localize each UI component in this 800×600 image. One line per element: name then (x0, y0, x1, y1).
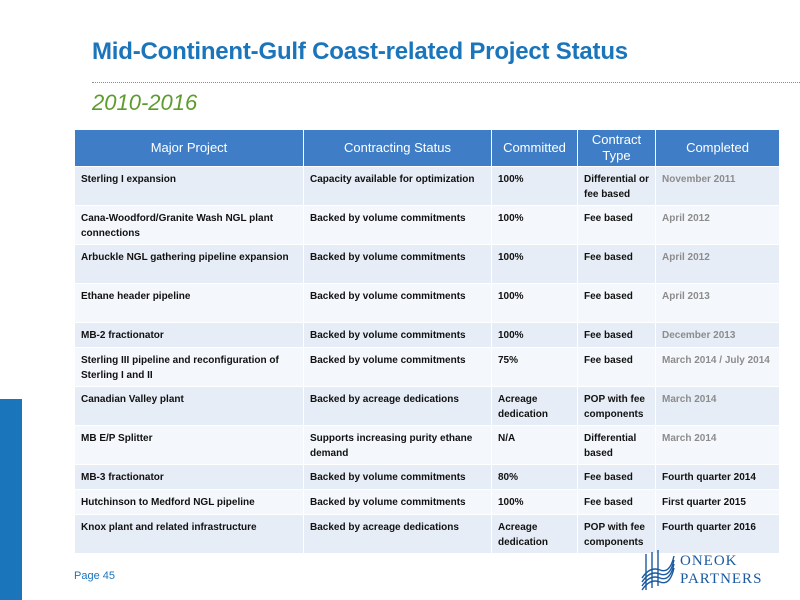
contract-type-cell: Fee based (578, 323, 656, 348)
project-cell: Sterling I expansion (75, 167, 304, 206)
table-row (75, 465, 780, 490)
contract-type-cell: Fee based (578, 348, 656, 387)
contract-type-cell: Fee based (578, 490, 656, 515)
project-cell: MB-2 fractionator (75, 323, 304, 348)
table-row (75, 348, 780, 387)
status-cell: Backed by volume commitments (304, 245, 492, 284)
committed-cell: Acreage dedication (492, 515, 578, 554)
status-cell: Backed by acreage dedications (304, 515, 492, 554)
completed-cell: March 2014 (656, 426, 780, 465)
project-cell: Sterling III pipeline and reconfiguration of Sterling I and II (75, 348, 304, 387)
status-cell: Backed by volume commitments (304, 465, 492, 490)
completed-cell: April 2012 (656, 245, 780, 284)
status-cell: Backed by volume commitments (304, 490, 492, 515)
page-number: Page 45 (74, 570, 115, 582)
contract-type-cell: Fee based (578, 245, 656, 284)
completed-cell: First quarter 2015 (656, 490, 780, 515)
committed-cell: 75% (492, 348, 578, 387)
contract-type-cell: Differential or fee based (578, 167, 656, 206)
project-cell: Ethane header pipeline (75, 284, 304, 323)
completed-cell: March 2014 / July 2014 (656, 348, 780, 387)
header-major-project: Major Project (75, 130, 304, 167)
table-row (75, 284, 780, 323)
project-cell: Knox plant and related infrastructure (75, 515, 304, 554)
header-committed: Committed (492, 130, 578, 167)
completed-cell: March 2014 (656, 387, 780, 426)
project-cell: Cana-Woodford/Granite Wash NGL plant connections (75, 206, 304, 245)
slide-title: Mid-Continent-Gulf Coast-related Project Status (92, 38, 628, 65)
table-row (75, 245, 780, 284)
slide-subtitle: 2010-2016 (92, 90, 198, 115)
table-row (75, 323, 780, 348)
completed-cell: Fourth quarter 2016 (656, 515, 780, 554)
contract-type-cell: POP with fee components (578, 387, 656, 426)
header-completed: Completed (656, 130, 780, 167)
completed-cell: November 2011 (656, 167, 780, 206)
table-row (75, 426, 780, 465)
contract-type-cell: Fee based (578, 465, 656, 490)
project-cell: Canadian Valley plant (75, 387, 304, 426)
logo-wordmark (680, 552, 762, 588)
completed-cell: December 2013 (656, 323, 780, 348)
contract-type-cell: Fee based (578, 284, 656, 323)
title-divider (92, 82, 800, 83)
logo-line-2: PARTNERS (680, 571, 763, 587)
contract-type-cell: Fee based (578, 206, 656, 245)
committed-cell: 100% (492, 490, 578, 515)
committed-cell: 100% (492, 284, 578, 323)
project-cell: MB E/P Splitter (75, 426, 304, 465)
table-row (75, 387, 780, 426)
header-contract-type: Contract Type (578, 130, 656, 167)
status-cell: Backed by volume commitments (304, 323, 492, 348)
project-cell: Hutchinson to Medford NGL pipeline (75, 490, 304, 515)
committed-cell: 100% (492, 206, 578, 245)
completed-cell: April 2013 (656, 284, 780, 323)
project-cell: MB-3 fractionator (75, 465, 304, 490)
committed-cell: Acreage dedication (492, 387, 578, 426)
left-accent-bar (0, 399, 22, 600)
committed-cell: N/A (492, 426, 578, 465)
status-cell: Backed by volume commitments (304, 206, 492, 245)
table-row (75, 206, 780, 245)
status-cell: Backed by volume commitments (304, 284, 492, 323)
table-header-row (75, 130, 780, 167)
contract-type-cell: POP with fee components (578, 515, 656, 554)
project-cell: Arbuckle NGL gathering pipeline expansion (75, 245, 304, 284)
completed-cell: April 2012 (656, 206, 780, 245)
committed-cell: 100% (492, 323, 578, 348)
committed-cell: 100% (492, 245, 578, 284)
header-contracting-status: Contracting Status (304, 130, 492, 167)
status-cell: Supports increasing purity ethane demand (304, 426, 492, 465)
table-row (75, 167, 780, 206)
oneok-logo-mark-icon (640, 548, 676, 592)
contract-type-cell: Differential based (578, 426, 656, 465)
completed-cell: Fourth quarter 2014 (656, 465, 780, 490)
status-cell: Backed by volume commitments (304, 348, 492, 387)
status-cell: Capacity available for optimization (304, 167, 492, 206)
project-status-table (74, 129, 780, 554)
committed-cell: 100% (492, 167, 578, 206)
table-row (75, 490, 780, 515)
committed-cell: 80% (492, 465, 578, 490)
logo-line-1: ONEOK (680, 553, 738, 569)
company-logo (640, 548, 790, 592)
status-cell: Backed by acreage dedications (304, 387, 492, 426)
